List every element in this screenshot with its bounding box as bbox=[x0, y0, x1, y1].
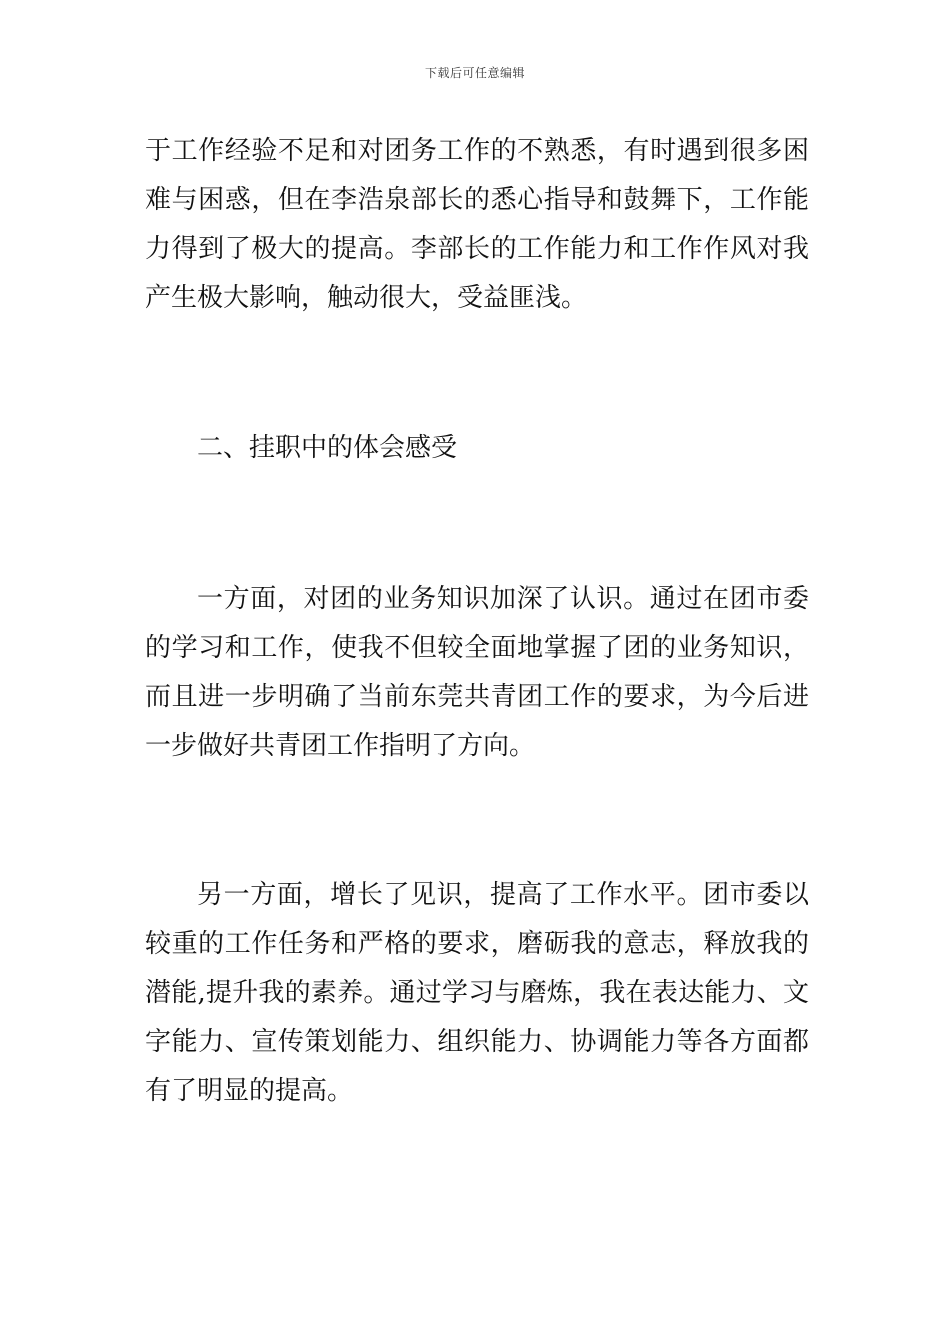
text-line: 而且进一步明确了当前东莞共青团工作的要求，为今后进 bbox=[145, 682, 809, 712]
section-heading bbox=[145, 424, 809, 473]
text-line: 产生极大影响，触动很大，受益匪浅。 bbox=[145, 283, 588, 313]
text-line: 的学习和工作，使我不但较全面地掌握了团的业务知识， bbox=[145, 633, 809, 663]
paragraph-work-level bbox=[145, 871, 809, 1116]
text-line: 力得到了极大的提高。李部长的工作能力和工作作风对我 bbox=[145, 234, 809, 264]
text-line: 潜能,提升我的素养。通过学习与磨炼，我在表达能力、文 bbox=[145, 978, 809, 1008]
heading-text: 二、挂职中的体会感受 bbox=[197, 433, 458, 463]
text-line: 一方面，对团的业务知识加深了认识。通过在团市委 bbox=[197, 584, 809, 614]
text-line: 字能力、宣传策划能力、组织能力、协调能力等各方面都 bbox=[145, 1027, 809, 1057]
text-line: 另一方面，增长了见识，提高了工作水平。团市委以 bbox=[197, 880, 809, 910]
paragraph-business-knowledge bbox=[145, 575, 809, 771]
text-line: 于工作经验不足和对团务工作的不熟悉，有时遇到很多困 bbox=[145, 136, 809, 166]
paragraph-work-experience bbox=[145, 127, 809, 323]
text-line: 难与困惑，但在李浩泉部长的悉心指导和鼓舞下，工作能 bbox=[145, 185, 809, 215]
text-line: 较重的工作任务和严格的要求，磨砺我的意志，释放我的 bbox=[145, 929, 809, 959]
page-header: 下载后可任意编辑 bbox=[424, 66, 525, 80]
text-line: 一步做好共青团工作指明了方向。 bbox=[145, 731, 536, 761]
text-line: 有了明显的提高。 bbox=[145, 1076, 354, 1106]
